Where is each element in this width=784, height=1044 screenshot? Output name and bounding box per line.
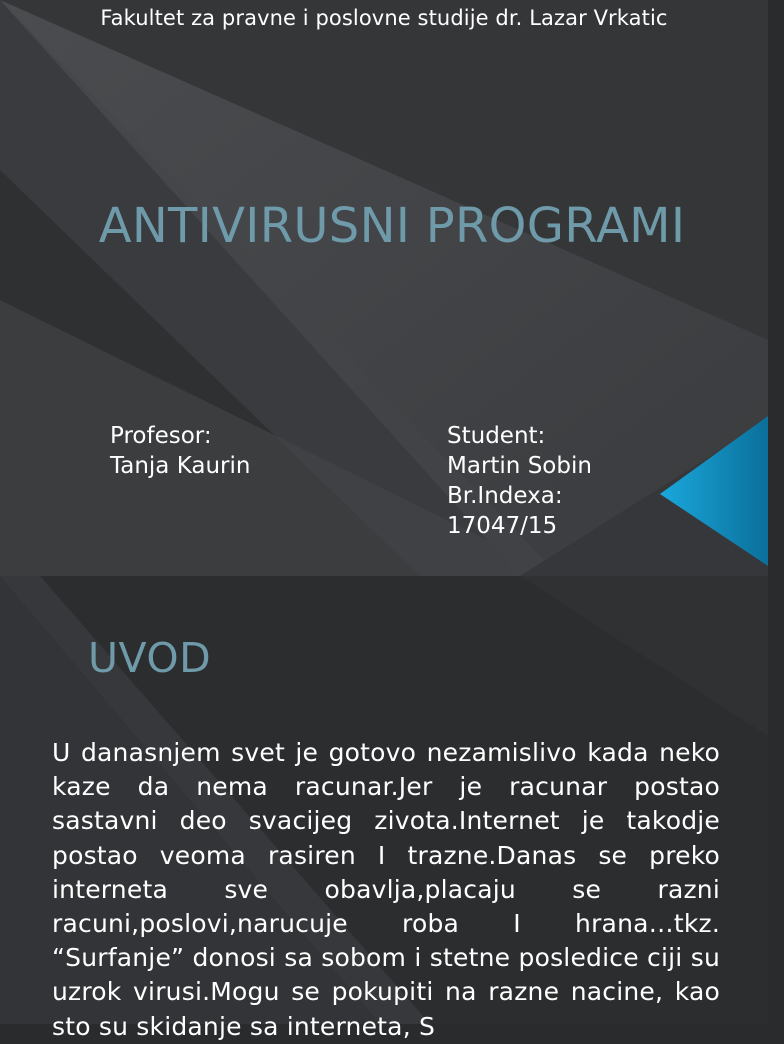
index-value: 17047/15: [447, 513, 558, 539]
institution-header: Fakultet za pravne i poslovne studije dr. Lazar Vrkatic: [100, 6, 668, 30]
professor-name: Tanja Kaurin: [110, 453, 251, 479]
section-title: UVOD: [88, 634, 212, 682]
student-block: [447, 421, 592, 541]
student-label: Student:: [447, 423, 546, 449]
intro-slide: [0, 576, 768, 1041]
professor-label: Profesor:: [110, 423, 212, 449]
student-name: Martin Sobin: [447, 453, 592, 479]
professor-block: [110, 421, 250, 481]
index-label: Br.Indexa:: [447, 483, 563, 509]
presentation-title: ANTIVIRUSNI PROGRAMI: [98, 198, 686, 254]
intro-paragraph: U danasnjem svet je gotovo nezamislivo kada neko kaze da nema racunar.Jer je racunar postao sastavni deo svacijeg zivota.Internet je takodje postao veoma rasiren I trazne.Danas se preko interneta sve obavlja,placaju se razni racuni,poslovi,narucuje roba I hrana…tkz. “Surfanje” donosi sa sobom i stetne posledice ciji su uzrok virusi.Mogu se pokupiti na razne nacine, kao sto su skidanje sa interneta, S: [52, 738, 720, 1041]
